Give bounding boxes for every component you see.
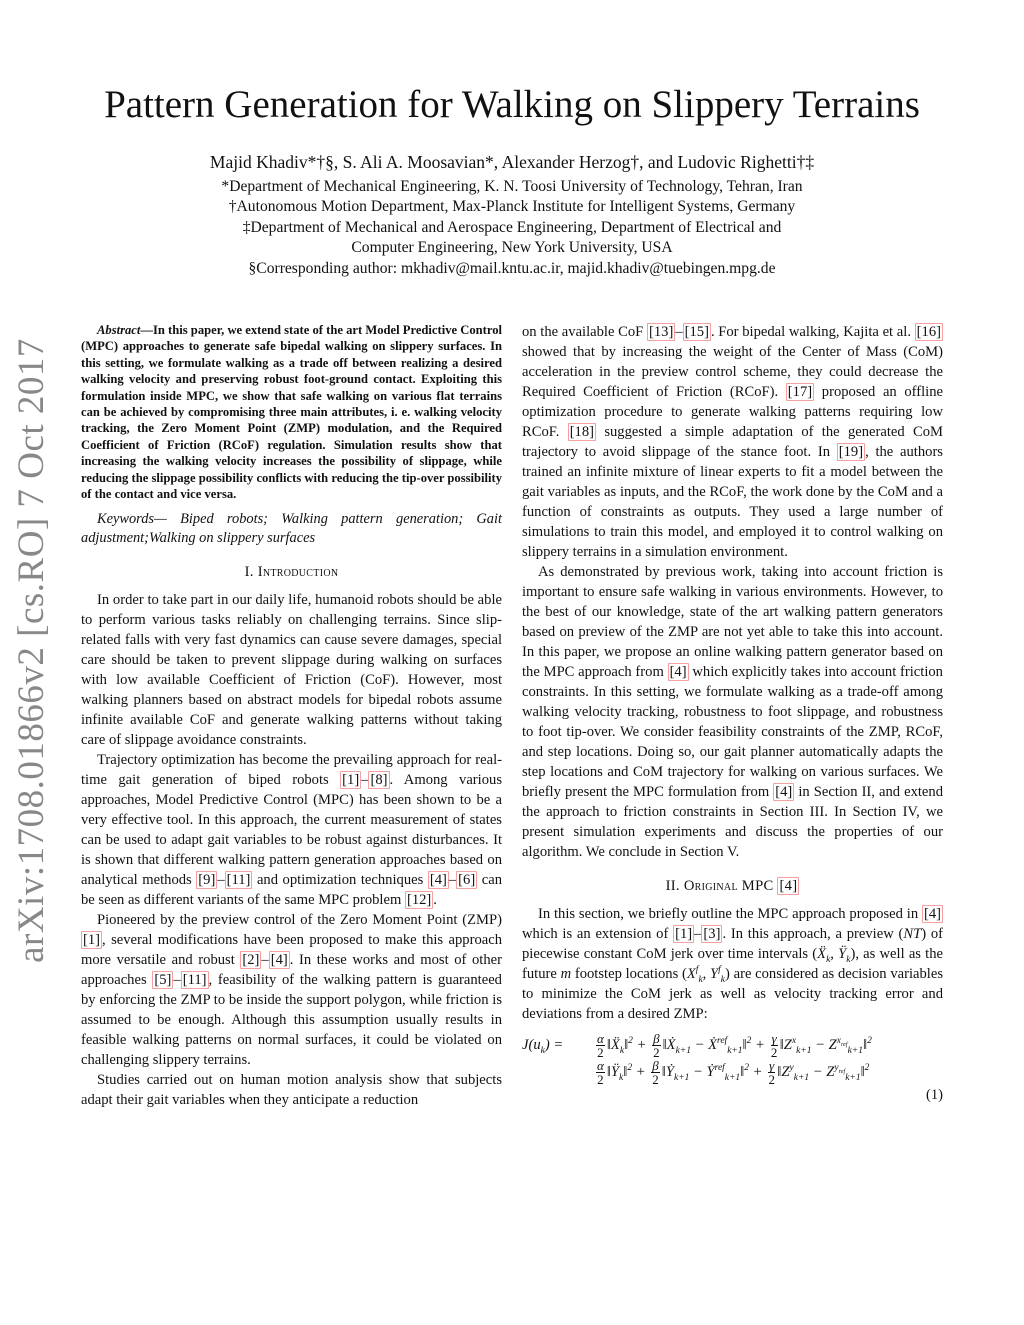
citation-link[interactable]: [15] (684, 324, 709, 340)
arxiv-side-stamp (8, 337, 54, 963)
citation-link[interactable]: [5] (154, 972, 172, 989)
section-title: Original MPC (683, 878, 774, 894)
equation-number: (1) (925, 1087, 943, 1103)
left-column (81, 322, 502, 1110)
intro-paragraph-5: on the available CoF [13] – [15] . For bipedal walking, Kajita et al. [16] showed that by increasing the weight of the Center of Mass (CoM) acceleration in the preview control scheme, they could decrease the Required Coefficient of Friction (RCoF). [17] proposed an offline optimization procedure to generate walking patterns requiring low RCoF. [18] suggested a simple adaptation of the generated CoM trajectory to avoid slippage of the stance foot. In [19] , the authors trained an infinite mixture of linear experts to fit a model between the gait variables as inputs, and the RCoF, the work done by the CoM and a function of constraints as outputs. They used a large number of simulations to train this model, and employed it to control walking on slippery terrains in a simulation environment. (522, 324, 944, 560)
section-number: I. (244, 564, 254, 581)
citation-link[interactable]: [16] (916, 324, 941, 340)
citation-link[interactable]: [4] (270, 952, 288, 969)
equation-row-2: $\frac{\alpha}{2}$ $‖Ÿ_k‖^2$ + $\frac{\beta}{2}$ ‖Ẏ$_{k+1}$ − Ẏ$^{ref}_{k+1}$‖$^2$ + $\frac{\gamma}{2}$ $‖Z^y_{k+1}$ − $Z^{y_{ref}}_{k+1}‖^2$ (597, 1058, 870, 1087)
citation-link[interactable]: [1] (675, 926, 693, 942)
citation-link[interactable]: [9] (198, 872, 216, 889)
paper-title: Pattern Generation for Walking on Slippery Terrains (104, 83, 920, 126)
mpc-paragraph: In this section, we briefly outline the MPC approach proposed in [4] which is an extension of [1] – [3] . In this approach, a preview (NT) of piecewise constant CoM jerk over time intervals (Ẍ$_k$, $Ÿ_k$), as well as the future m footstep locations ($X^f_k$, $Y^f_k$) are considered as decision variables to minimize the CoM jerk as well as velocity tracking error and deviations from a desired ZMP: (522, 906, 943, 1022)
citation-link[interactable]: [17] (787, 384, 813, 400)
citation-link[interactable]: [3] (703, 926, 721, 942)
citation-link[interactable]: [4] (923, 906, 941, 922)
citation-link[interactable]: [4] (779, 878, 798, 894)
arxiv-identifier: arXiv:1708.01866v2 [cs.RO] 7 Oct 2017 (10, 337, 52, 963)
intro-paragraph-6: As demonstrated by previous work, taking into account friction is important to ensure safe walking in various environments. However, to the best of our knowledge, state of the art walking pattern generators based on preview of the ZMP are not yet able to take this into account. In this paper, we propose an online walking pattern generator based on the MPC approach from [4] which explicitly takes into account friction constraints. In this setting, we formulate walking as a trade-off among walking velocity tracking, robustness to foot slippage, and robustness to foot tip-over. We consider feasibility constraints of the ZMP, RCoF, and step locations. Doing so, our gait planner automatically adapts the step locations and CoM trajectory for walking on various surfaces. We briefly present the MPC formulation from [4] in Section II, and extend the approach to friction constraints in Section III. In Section IV, we present simulation experiments and discuss the properties of our algorithm. We conclude in Section V. (522, 564, 943, 860)
abstract (81, 322, 502, 502)
citation-link[interactable]: [12] (406, 892, 432, 909)
citation-link[interactable]: [11] (182, 972, 207, 989)
citation-link[interactable]: [1] (342, 772, 360, 789)
affiliation-4: §Corresponding author: mkhadiv@mail.kntu.ac.ir, majid.khadiv@tuebingen.mpg.de (248, 259, 776, 277)
section-heading-original-mpc (522, 876, 943, 896)
section-heading-introduction (81, 562, 502, 582)
citation-link[interactable]: [18] (569, 424, 595, 440)
citation-link[interactable]: [4] (429, 872, 447, 889)
citation-link[interactable]: [19] (838, 444, 864, 460)
affiliation-2: †Autonomous Motion Department, Max-Planck Institute for Intelligent Systems, Germany (228, 198, 796, 215)
affiliation-3a: ‡Department of Mechanical and Aerospace Engineering, Department of Electrical and (242, 218, 782, 236)
intro-paragraph-2: Trajectory optimization has become the prevailing approach for real-time gait generation of biped robots [1] – [8] . Among various approaches, Model Predictive Control (MPC) has been shown to be a very effective tool. In this approach, the current measurement of states can be used to adapt gait variables to be robust against disturbances. It is shown that different walking pattern generation approaches based on analytical methods [9] – [11] and optimization techniques [4] – [6] can be seen as different variants of the same MPC problem [12] . (81, 752, 503, 909)
section-number: II. (665, 878, 680, 894)
intro-paragraph-1: In order to take part in our daily life, humanoid robots should be able to perform various tasks reliably on challenging terrains. Since slip-related falls with very fast dynamics can cause severe damages, special care should be taken to prevent slippage during walking on surfaces with low available Coefficient of Friction (CoF). However, most walking planners based on abstract models for bipedal robots assume infinite available CoF and generate walking patterns without taking care of slippage avoidance constraints. (81, 592, 502, 749)
intro-paragraph-3: Pioneered by the preview control of the Zero Moment Point (ZMP) [1] , several modifications have been proposed to make this approach more versatile and robust [2] – [4] . In these works and most of other approaches [5] – [11] , feasibility of the walking pattern is guaranteed by enforcing the ZMP to be inside the support polygon, while friction is assumed to be enough. Although this assumption usually results in feasible walking patterns on normal surfaces, it could be violated on challenging slippery terrains. (81, 912, 502, 1069)
section-title: Introduction (257, 564, 339, 581)
citation-link[interactable]: [8] (370, 772, 388, 789)
abstract-dash: — (140, 323, 153, 337)
citation-link[interactable]: [6] (458, 872, 476, 889)
abstract-text: In this paper, we extend state of the art Model Predictive Control (MPC) approaches to generate safe bipedal walking on slippery surfaces. In this setting, we formulate walking as a trade off between realizing a desired walking velocity and preserving robust foot-ground contact. Exploiting this formulation inside MPC, we show that safe walking on various flat terrains can be achieved by compromising three main attributes, i. e. walking velocity tracking, the Zero Moment Point (ZMP) modulation, and the Required Coefficient of Friction (RCoF) regulation. Simulation results show that increasing the walking velocity increases the possibility of slippage, while reducing the slippage possibility conflicts with reducing the tip-over possibility of the contact and vice versa. (81, 323, 502, 502)
affiliation-1: *Department of Mechanical Engineering, K. N. Toosi University of Technology, Tehran, Iran (221, 177, 803, 195)
right-column (522, 322, 943, 1106)
author-block (60, 152, 964, 279)
citation-link[interactable]: [1] (83, 932, 101, 949)
author-names: Majid Khadiv*†§, S. Ali A. Moosavian*, Alexander Herzog†, and Ludovic Righetti†‡ (209, 152, 815, 172)
abstract-label: Abstract (97, 323, 141, 337)
citation-link[interactable]: [4] (775, 784, 793, 800)
equation-row-1: $J(u_k)$ = $\frac{\alpha}{2}$ ‖Ẍ$_k$‖$^2$ + $\frac{\beta}{2}$ ‖Ẋ$_{k+1}$ − Ẋ$^{ref}_{k+1}$‖$^2$ + $\frac{\gamma}{2}$ $‖Z^x_{k+1}$ − $Z^{x_{ref}}_{k+1}‖^2$ (522, 1031, 872, 1060)
citation-link[interactable]: [11] (226, 872, 251, 889)
citation-link[interactable]: [4] (669, 664, 687, 680)
keywords: Keywords— Biped robots; Walking pattern generation; Gait adjustment;Walking on slippery surfaces (81, 511, 502, 547)
intro-paragraph-4: Studies carried out on human motion analysis show that subjects adapt their gait variables when they anticipate a reduction (81, 1072, 502, 1109)
citation-link[interactable]: [13] (648, 324, 674, 340)
affiliation-3b: Computer Engineering, New York University, USA (351, 239, 673, 256)
citation-link[interactable]: [2] (242, 952, 260, 969)
equation-1 (522, 1032, 943, 1106)
